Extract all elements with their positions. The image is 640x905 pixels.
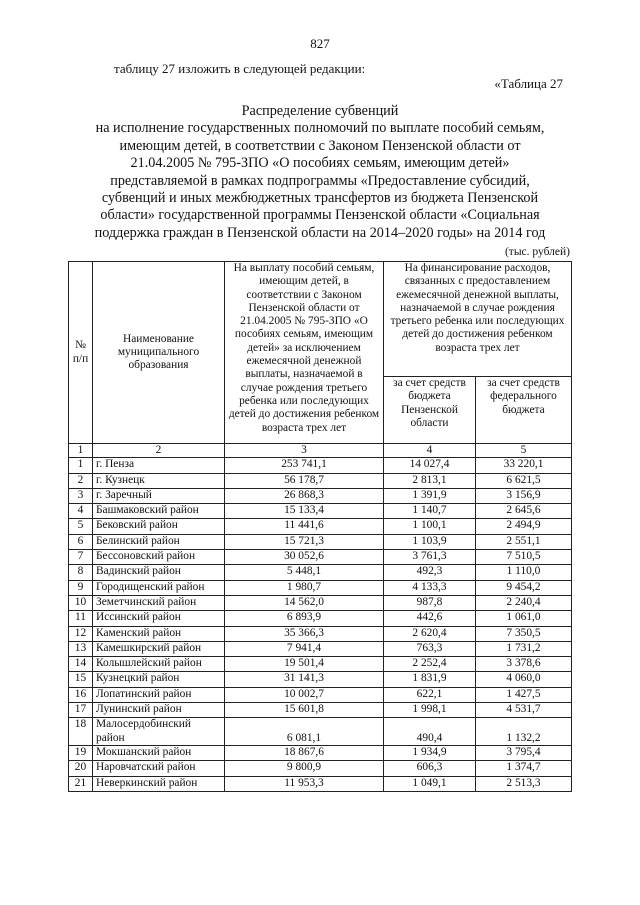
row-number: 9 [69,580,93,595]
table-row [69,580,572,595]
value-col4: 2 813,1 [384,473,476,488]
table-row [69,641,572,656]
page-number: 827 [310,36,330,51]
header-row [69,262,572,377]
value-col5: 7 510,5 [476,550,572,565]
row-number: 7 [69,550,93,565]
value-col5: 1 731,2 [476,641,572,656]
value-col3: 26 868,3 [225,488,384,503]
table-row [69,703,572,718]
municipality-name: Башмаковский район [93,504,225,519]
value-col4: 490,4 [384,718,476,746]
value-col4: 442,6 [384,611,476,626]
municipality-name: Малосердобинский район [93,718,225,746]
row-number: 3 [69,488,93,503]
title-line: Распределение субвенций [241,103,399,119]
value-col4: 492,3 [384,565,476,580]
table-row [69,504,572,519]
header-num: № п/п [69,262,93,444]
table-row [69,657,572,672]
value-col3: 56 178,7 [225,473,384,488]
value-col3: 10 002,7 [225,687,384,702]
table-row [69,595,572,610]
row-number: 11 [69,611,93,626]
value-col4: 3 761,3 [384,550,476,565]
municipality-name: Вадинский район [93,565,225,580]
municipality-name: Мокшанский район [93,745,225,760]
title-line: области» государственной программы Пензенской области «Социальная [100,207,540,224]
title-line: поддержка граждан в Пензенской области на 2014–2020 годы» на 2014 год [94,224,546,241]
value-col5: 2 494,9 [476,519,572,534]
municipality-name: г. Кузнецк [93,473,225,488]
value-col3: 253 741,1 [225,458,384,473]
table-row [69,611,572,626]
value-col4: 1 049,1 [384,776,476,791]
row-number: 21 [69,776,93,791]
row-number: 5 [69,519,93,534]
value-col5: 1 110,0 [476,565,572,580]
value-col3: 31 141,3 [225,672,384,687]
value-col4: 622,1 [384,687,476,702]
value-col4: 606,3 [384,761,476,776]
table-row [69,626,572,641]
municipality-name: Каменский район [93,626,225,641]
value-col5: 2 551,1 [476,534,572,549]
value-col5: 3 795,4 [476,745,572,760]
table-row [69,776,572,791]
value-col5: 4 060,0 [476,672,572,687]
table-row [69,718,572,746]
value-col5: 33 220,1 [476,458,572,473]
table-row [69,534,572,549]
municipality-name: Неверкинский район [93,776,225,791]
value-col3: 1 980,7 [225,580,384,595]
column-index: 4 [384,444,476,458]
municipality-name: Колышлейский район [93,657,225,672]
value-col4: 1 100,1 [384,519,476,534]
value-col4: 1 391,9 [384,488,476,503]
column-index: 2 [93,444,225,458]
value-col5: 9 454,2 [476,580,572,595]
table-row [69,519,572,534]
row-number: 19 [69,745,93,760]
municipality-name: Городищенский район [93,580,225,595]
municipality-name: Бековский район [93,519,225,534]
municipality-name: Лопатинский район [93,687,225,702]
value-col3: 6 081,1 [225,718,384,746]
title-line: субвенций и иных межбюджетных трансфертов из бюджета Пензенской [101,190,539,207]
value-col5: 4 531,7 [476,703,572,718]
value-col3: 9 800,9 [225,761,384,776]
value-col5: 1 427,5 [476,687,572,702]
table-row [69,488,572,503]
value-col4: 4 133,3 [384,580,476,595]
municipality-name: Камешкирский район [93,641,225,656]
title-line: на исполнение государственных полномочий по выплате пособий семьям, [95,120,545,137]
header-name: Наименование муниципального образования [93,262,225,444]
units-label: (тыс. рублей) [504,246,570,258]
value-col3: 6 893,9 [225,611,384,626]
row-number: 17 [69,703,93,718]
title-line: имеющим детей, в соответствии с Законом Пензенской области от [119,137,521,154]
value-col4: 763,3 [384,641,476,656]
row-number: 10 [69,595,93,610]
table-row [69,473,572,488]
municipality-name: г. Пенза [93,458,225,473]
row-number: 12 [69,626,93,641]
value-col3: 15 133,4 [225,504,384,519]
row-number: 8 [69,565,93,580]
value-col4: 2 620,4 [384,626,476,641]
header-col45: На финансирование расходов, связанных с предоставлением ежемесячной денежной выплаты, назначаемой в случае рождения третьего ребенка или последующих детей до достижения ребенком возраста трех лет [384,262,572,377]
value-col3: 5 448,1 [225,565,384,580]
value-col3: 11 441,6 [225,519,384,534]
value-col5: 2 240,4 [476,595,572,610]
value-col4: 2 252,4 [384,657,476,672]
value-col4: 1 831,9 [384,672,476,687]
value-col3: 30 052,6 [225,550,384,565]
municipality-name: г. Заречный [93,488,225,503]
value-col4: 987,8 [384,595,476,610]
value-col3: 35 366,3 [225,626,384,641]
municipality-name: Иссинский район [93,611,225,626]
value-col5: 3 378,6 [476,657,572,672]
value-col5: 7 350,5 [476,626,572,641]
municipality-name: Наровчатский район [93,761,225,776]
municipality-name: Земетчинский район [93,595,225,610]
row-number: 6 [69,534,93,549]
value-col5: 1 374,7 [476,761,572,776]
row-number: 15 [69,672,93,687]
value-col5: 2 513,3 [476,776,572,791]
value-col4: 1 103,9 [384,534,476,549]
column-index: 3 [225,444,384,458]
value-col4: 14 027,4 [384,458,476,473]
intro-text: таблицу 27 изложить в следующей редакции: [114,61,366,76]
row-number: 14 [69,657,93,672]
row-number: 13 [69,641,93,656]
document-title [70,103,570,242]
table-reference: «Таблица 27 [494,76,563,91]
table-row [69,761,572,776]
municipality-name: Кузнецкий район [93,672,225,687]
value-col5: 3 156,9 [476,488,572,503]
column-index: 1 [69,444,93,458]
title-line: 21.04.2005 № 795-ЗПО «О пособиях семьям, имеющим детей» [130,155,510,172]
header-col4: за счет средств бюджета Пензенской области [384,377,476,444]
header-col3: На выплату пособий семьям, имеющим детей, в соответствии с Законом Пензенской области от 21.04.2005 № 795-ЗПО «О пособиях семьям, имеющим детей» за исключением ежемесячной денежной выплаты, назначаемой в случае рождения третьего ребенка или последующих детей до достижения ребенком возраста трех лет [225,262,384,444]
value-col3: 15 721,3 [225,534,384,549]
value-col4: 1 998,1 [384,703,476,718]
table-row [69,458,572,473]
value-col3: 14 562,0 [225,595,384,610]
value-col3: 11 953,3 [225,776,384,791]
value-col5: 2 645,6 [476,504,572,519]
value-col5: 6 621,5 [476,473,572,488]
municipality-name: Бессоновский район [93,550,225,565]
row-number: 2 [69,473,93,488]
value-col3: 7 941,4 [225,641,384,656]
value-col4: 1 140,7 [384,504,476,519]
value-col4: 1 934,9 [384,745,476,760]
municipality-name: Лунинский район [93,703,225,718]
row-number: 18 [69,718,93,746]
table-row [69,672,572,687]
row-number: 4 [69,504,93,519]
municipality-name: Белинский район [93,534,225,549]
column-index-row [69,444,572,458]
table-row [69,550,572,565]
table-row [69,745,572,760]
title-line: представляемой в рамках подпрограммы «Предоставление субсидий, [110,172,530,189]
row-number: 16 [69,687,93,702]
table-row [69,565,572,580]
value-col5: 1 132,2 [476,718,572,746]
table-row [69,687,572,702]
value-col5: 1 061,0 [476,611,572,626]
row-number: 1 [69,458,93,473]
value-col3: 18 867,6 [225,745,384,760]
value-col3: 19 501,4 [225,657,384,672]
header-col5: за счет средств федерального бюджета [476,377,572,444]
row-number: 20 [69,761,93,776]
column-index: 5 [476,444,572,458]
value-col3: 15 601,8 [225,703,384,718]
subvention-table [68,261,572,792]
